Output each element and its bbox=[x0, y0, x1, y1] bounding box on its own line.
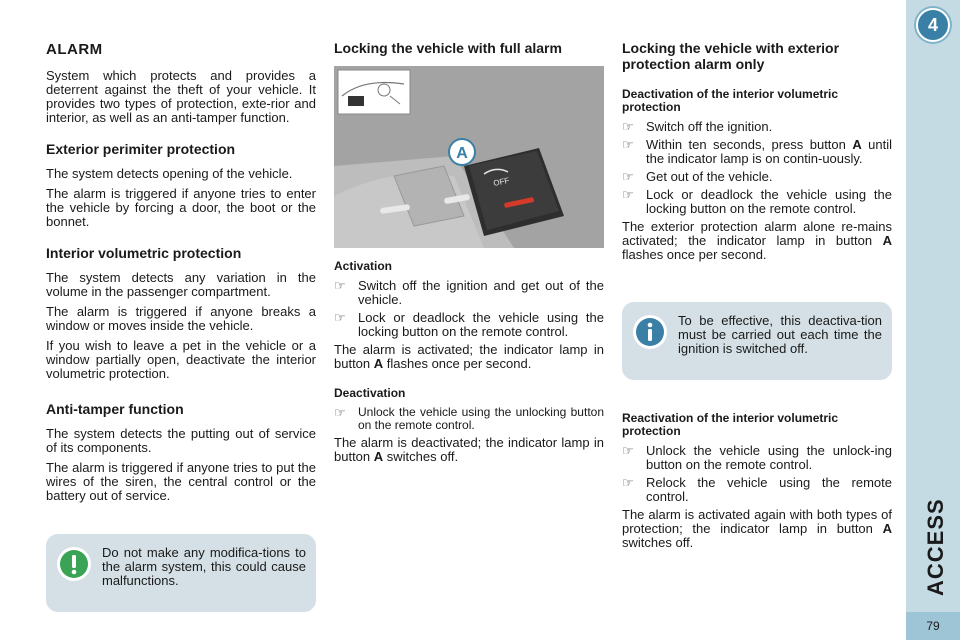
pointer-icon: ☞ bbox=[334, 310, 346, 325]
section-title-vertical bbox=[909, 498, 959, 598]
pointer-icon: ☞ bbox=[622, 137, 634, 152]
activation-result: The alarm is activated; the indicator lamp in button A flashes once per second. bbox=[334, 342, 604, 371]
exterior-paragraph-2: The alarm is triggered if anyone tries to enter the vehicle by forcing a door, the boot or the bonnet. bbox=[46, 186, 316, 229]
activation-list bbox=[334, 279, 604, 339]
reactivation-result: The alarm is activated again with both types of protection; the indicator lamp in button A switches off. bbox=[622, 507, 892, 550]
interior-paragraph-3: If you wish to leave a pet in the vehicle or a window partially open, deactivate the interior volumetric protection. bbox=[46, 338, 316, 381]
list-item: ☞ Relock the vehicle using the remote control. bbox=[622, 475, 892, 504]
list-item: ☞ Within ten seconds, press button A until the indicator lamp is on contin-uously. bbox=[622, 137, 892, 166]
warning-note bbox=[46, 534, 316, 612]
alarm-title: ALARM bbox=[46, 41, 103, 58]
list-item: ☞ Switch off the ignition. bbox=[622, 119, 773, 134]
exterior-protection-title: Exterior perimiter protection bbox=[46, 141, 236, 157]
warning-icon bbox=[56, 546, 92, 582]
pointer-icon: ☞ bbox=[334, 405, 346, 420]
deactivation-list bbox=[334, 406, 604, 432]
pointer-icon: ☞ bbox=[622, 443, 634, 458]
pointer-icon: ☞ bbox=[334, 278, 346, 293]
warning-note-text: Do not make any modifica-tions to the alarm system, this could cause malfunctions. bbox=[102, 545, 306, 588]
pointer-icon: ☞ bbox=[622, 475, 634, 490]
list-item: ☞ Lock or deadlock the vehicle using the locking button on the remote control. bbox=[622, 187, 892, 216]
column-right bbox=[622, 40, 892, 268]
info-note bbox=[622, 302, 892, 380]
reactivation-section bbox=[622, 412, 892, 556]
reactivation-title: Reactivation of the interior volumetric protection bbox=[622, 411, 839, 438]
alarm-button-illustration bbox=[334, 66, 604, 248]
chapter-number-badge: 4 bbox=[916, 8, 950, 42]
exterior-only-title: Locking the vehicle with exterior protection alarm only bbox=[622, 40, 840, 72]
interior-deactivation-result: The exterior protection alarm alone re-mains activated; the indicator lamp in button A flashes once per second. bbox=[622, 219, 892, 262]
figure-label-a: A bbox=[456, 145, 468, 162]
svg-text:ACCESS: ACCESS bbox=[923, 498, 948, 596]
button-off-label: OFF bbox=[492, 175, 511, 188]
pointer-icon: ☞ bbox=[622, 187, 634, 202]
interior-paragraph-1: The system detects any variation in the volume in the passenger compartment. bbox=[46, 270, 316, 299]
antitamper-paragraph-1: The system detects the putting out of service of its components. bbox=[46, 426, 316, 455]
interior-protection-title: Interior volumetric protection bbox=[46, 245, 242, 261]
full-alarm-title: Locking the vehicle with full alarm bbox=[334, 40, 562, 56]
interior-deactivation-title: Deactivation of the interior volumetric protection bbox=[622, 87, 839, 114]
info-note-text: To be effective, this deactiva-tion must be carried out each time the ignition is switched off. bbox=[678, 313, 882, 356]
list-item: ☞ Switch off the ignition and get out of the vehicle. bbox=[334, 278, 604, 307]
list-item: ☞ Unlock the vehicle using the unlock-ing button on the remote control. bbox=[622, 443, 892, 472]
activation-title: Activation bbox=[334, 259, 393, 273]
pointer-icon: ☞ bbox=[622, 169, 634, 184]
column-middle bbox=[334, 40, 604, 470]
exterior-paragraph-1: The system detects opening of the vehicle. bbox=[46, 166, 293, 181]
pointer-icon: ☞ bbox=[622, 119, 634, 134]
column-left bbox=[46, 40, 316, 509]
antitamper-paragraph-2: The alarm is triggered if anyone tries to put the wires of the siren, the central control or the battery out of service. bbox=[46, 460, 316, 503]
list-item: ☞ Get out of the vehicle. bbox=[622, 169, 773, 184]
interior-deactivation-list bbox=[622, 120, 892, 216]
antitamper-title: Anti-tamper function bbox=[46, 401, 184, 417]
interior-paragraph-2: The alarm is triggered if anyone breaks a window or moves inside the vehicle. bbox=[46, 304, 316, 333]
deactivation-result: The alarm is deactivated; the indicator lamp in button A switches off. bbox=[334, 435, 604, 464]
deactivation-title: Deactivation bbox=[334, 386, 406, 400]
list-item: ☞ Unlock the vehicle using the unlocking button on the remote control. bbox=[334, 405, 604, 432]
reactivation-list bbox=[622, 444, 892, 504]
alarm-description: System which protects and provides a deterrent against the theft of your vehicle. It provides two types of protection, exte-rior and interior, as well as an anti-tamper function. bbox=[46, 68, 316, 125]
list-item: ☞ Lock or deadlock the vehicle using the locking button on the remote control. bbox=[334, 310, 604, 339]
page-number: 79 bbox=[906, 612, 960, 640]
info-icon bbox=[632, 314, 668, 350]
